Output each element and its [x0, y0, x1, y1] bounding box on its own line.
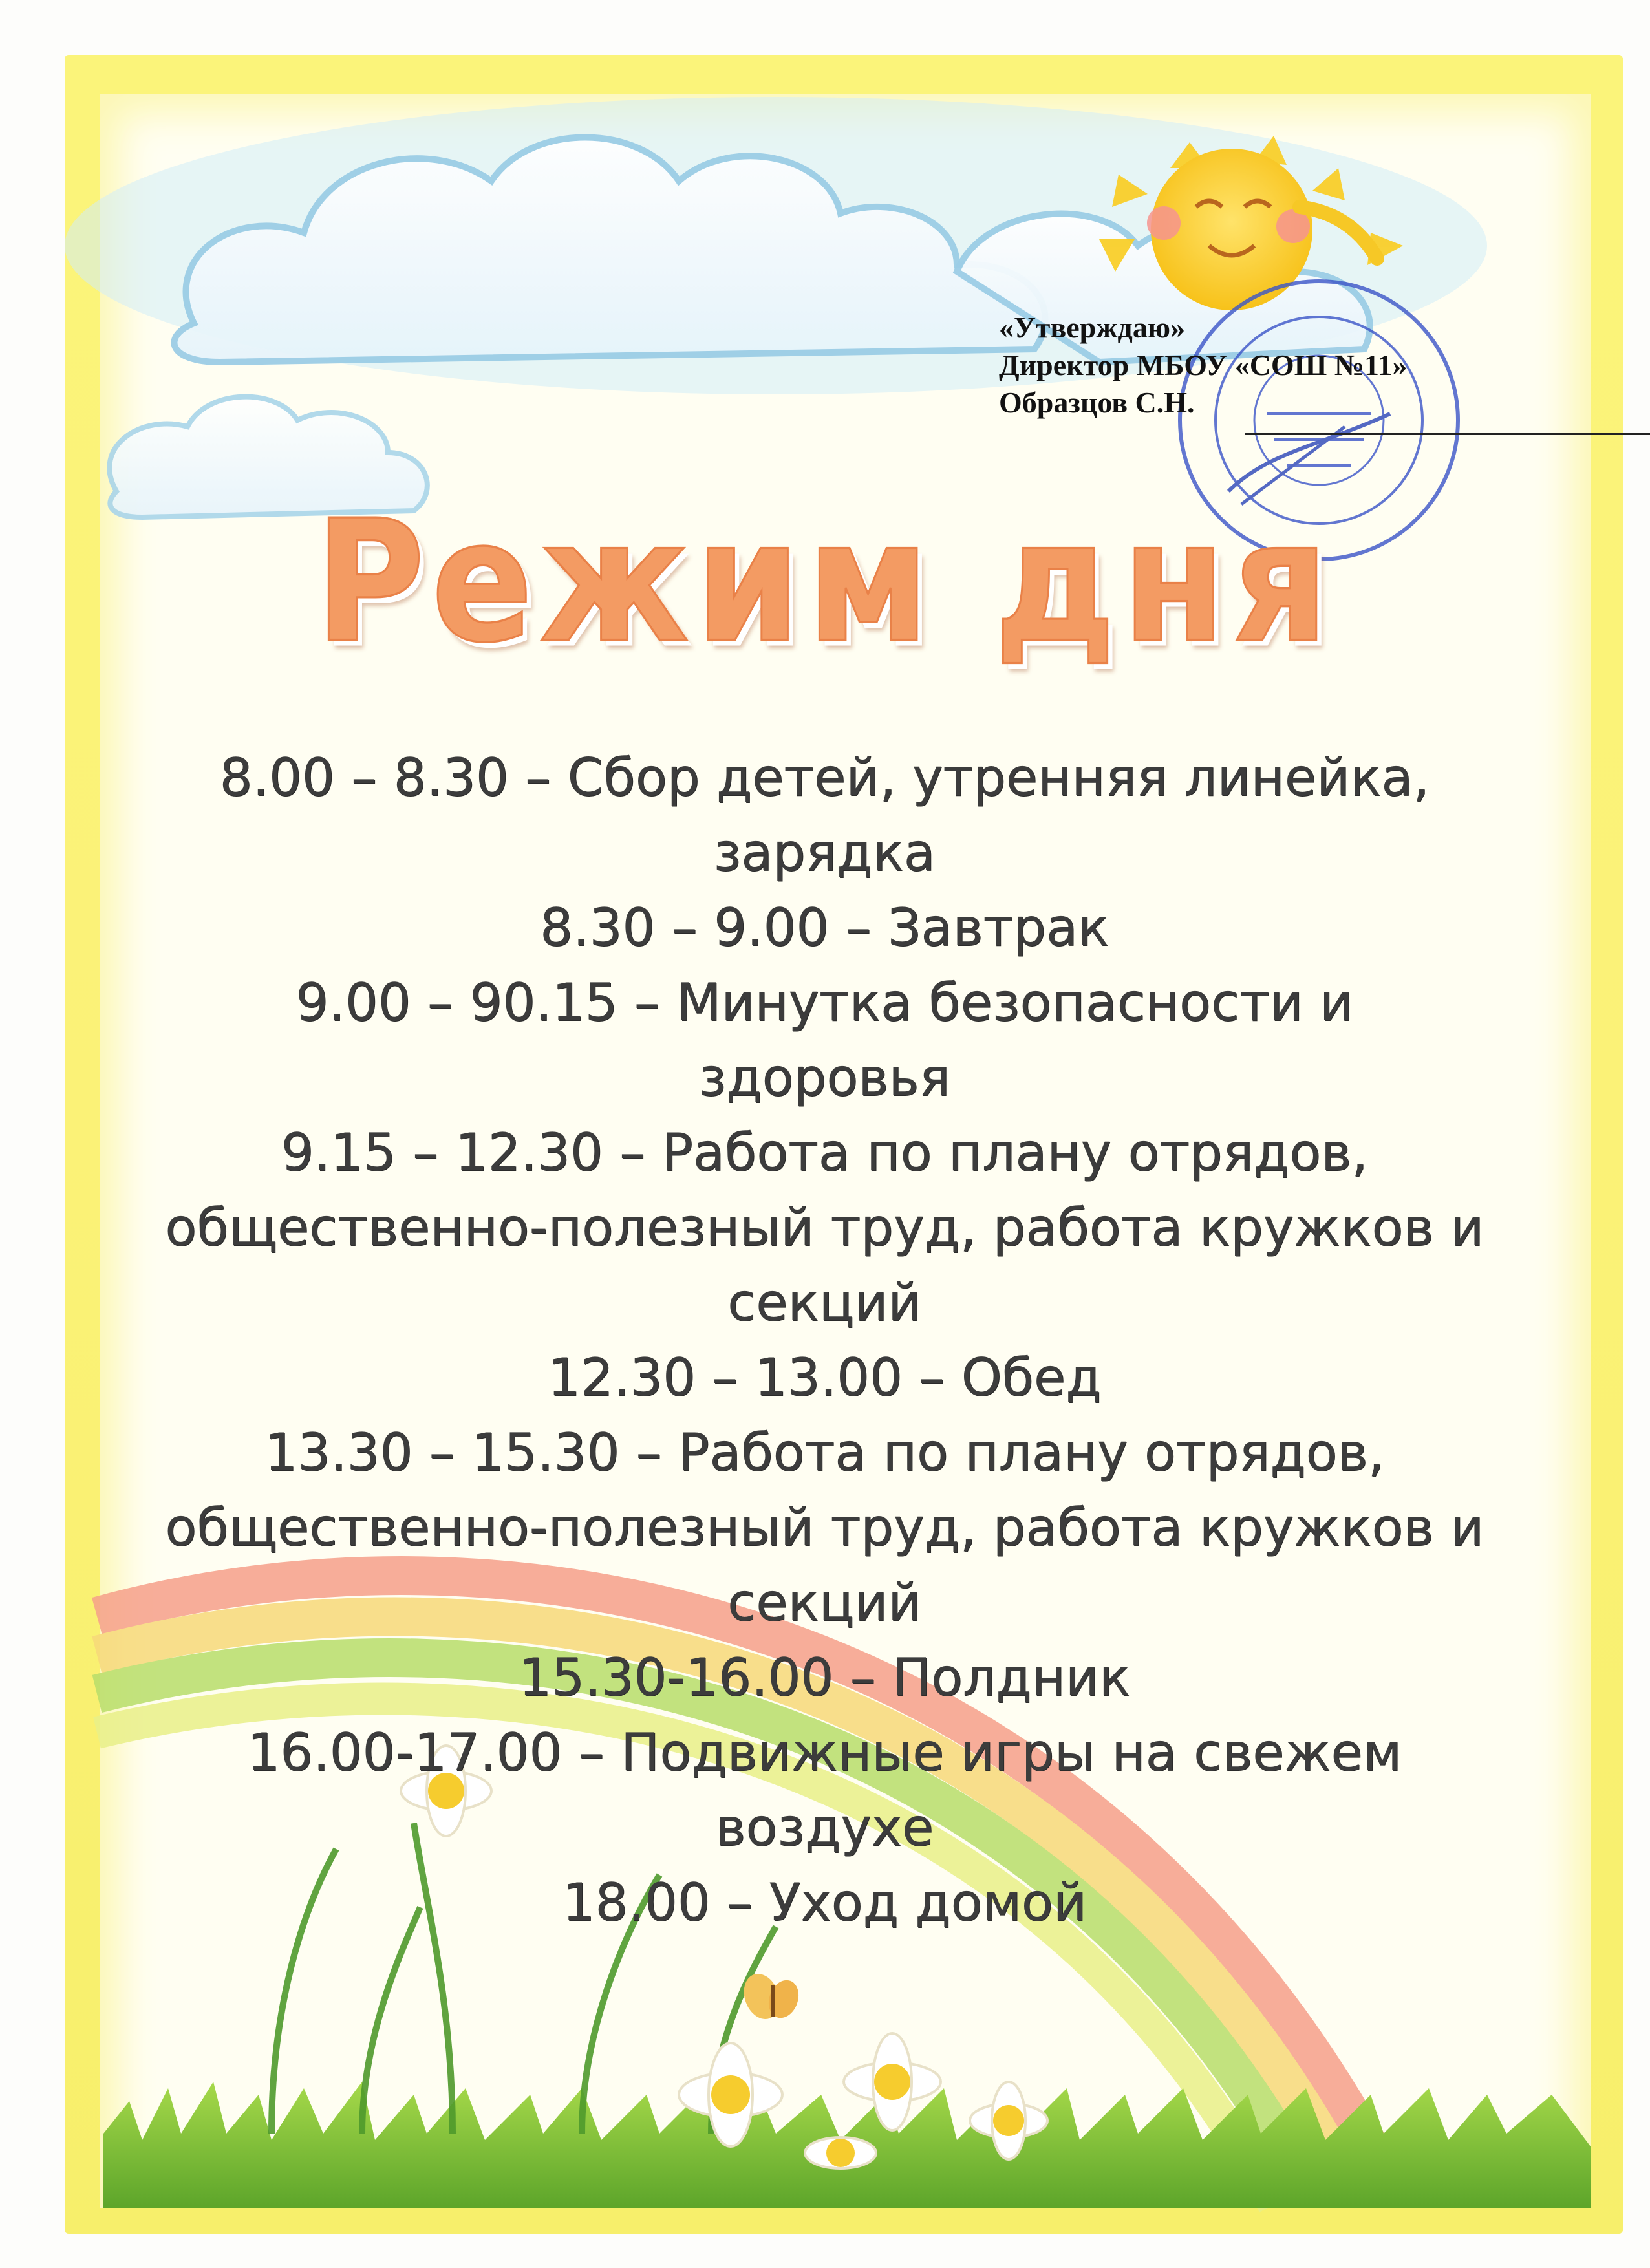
director-name: Образцов С.Н. — [999, 386, 1195, 419]
schedule-line: 18.00 – Уход домой — [562, 1872, 1087, 1932]
schedule-line: здоровья — [698, 1047, 950, 1107]
schedule-line: 16.00-17.00 – Подвижные игры на свежем — [247, 1722, 1402, 1782]
schedule-line: зарядка — [713, 822, 936, 883]
schedule-line: 9.00 – 90.15 – Минутка безопасности и — [295, 972, 1353, 1032]
approval-label: «Утверждаю» — [999, 311, 1185, 344]
approval-block — [999, 309, 1516, 422]
director-title: Директор МБОУ «СОШ №11» — [999, 348, 1408, 381]
schedule-line: 8.00 – 8.30 – Сбор детей, утренняя линейка, — [219, 747, 1430, 808]
schedule-list — [149, 740, 1500, 1940]
schedule-line: 13.30 – 15.30 – Работа по плану отрядов, — [264, 1422, 1384, 1482]
schedule-line: общественно-полезный труд, работа кружков и — [165, 1497, 1484, 1557]
schedule-line: 8.30 – 9.00 – Завтрак — [539, 897, 1109, 957]
schedule-line: 9.15 – 12.30 – Работа по плану отрядов, — [281, 1122, 1368, 1182]
signature-line — [1245, 433, 1650, 435]
schedule-line: общественно-полезный труд, работа кружков и — [165, 1197, 1484, 1257]
daisy — [805, 2137, 876, 2168]
page-title: Режим дня — [315, 484, 1335, 680]
schedule-line: воздухе — [715, 1797, 934, 1857]
schedule-line: секций — [727, 1572, 921, 1632]
schedule-line: секций — [727, 1272, 921, 1332]
schedule-line: 12.30 – 13.00 – Обед — [547, 1347, 1102, 1407]
schedule-line: 15.30-16.00 – Полдник — [519, 1647, 1130, 1707]
